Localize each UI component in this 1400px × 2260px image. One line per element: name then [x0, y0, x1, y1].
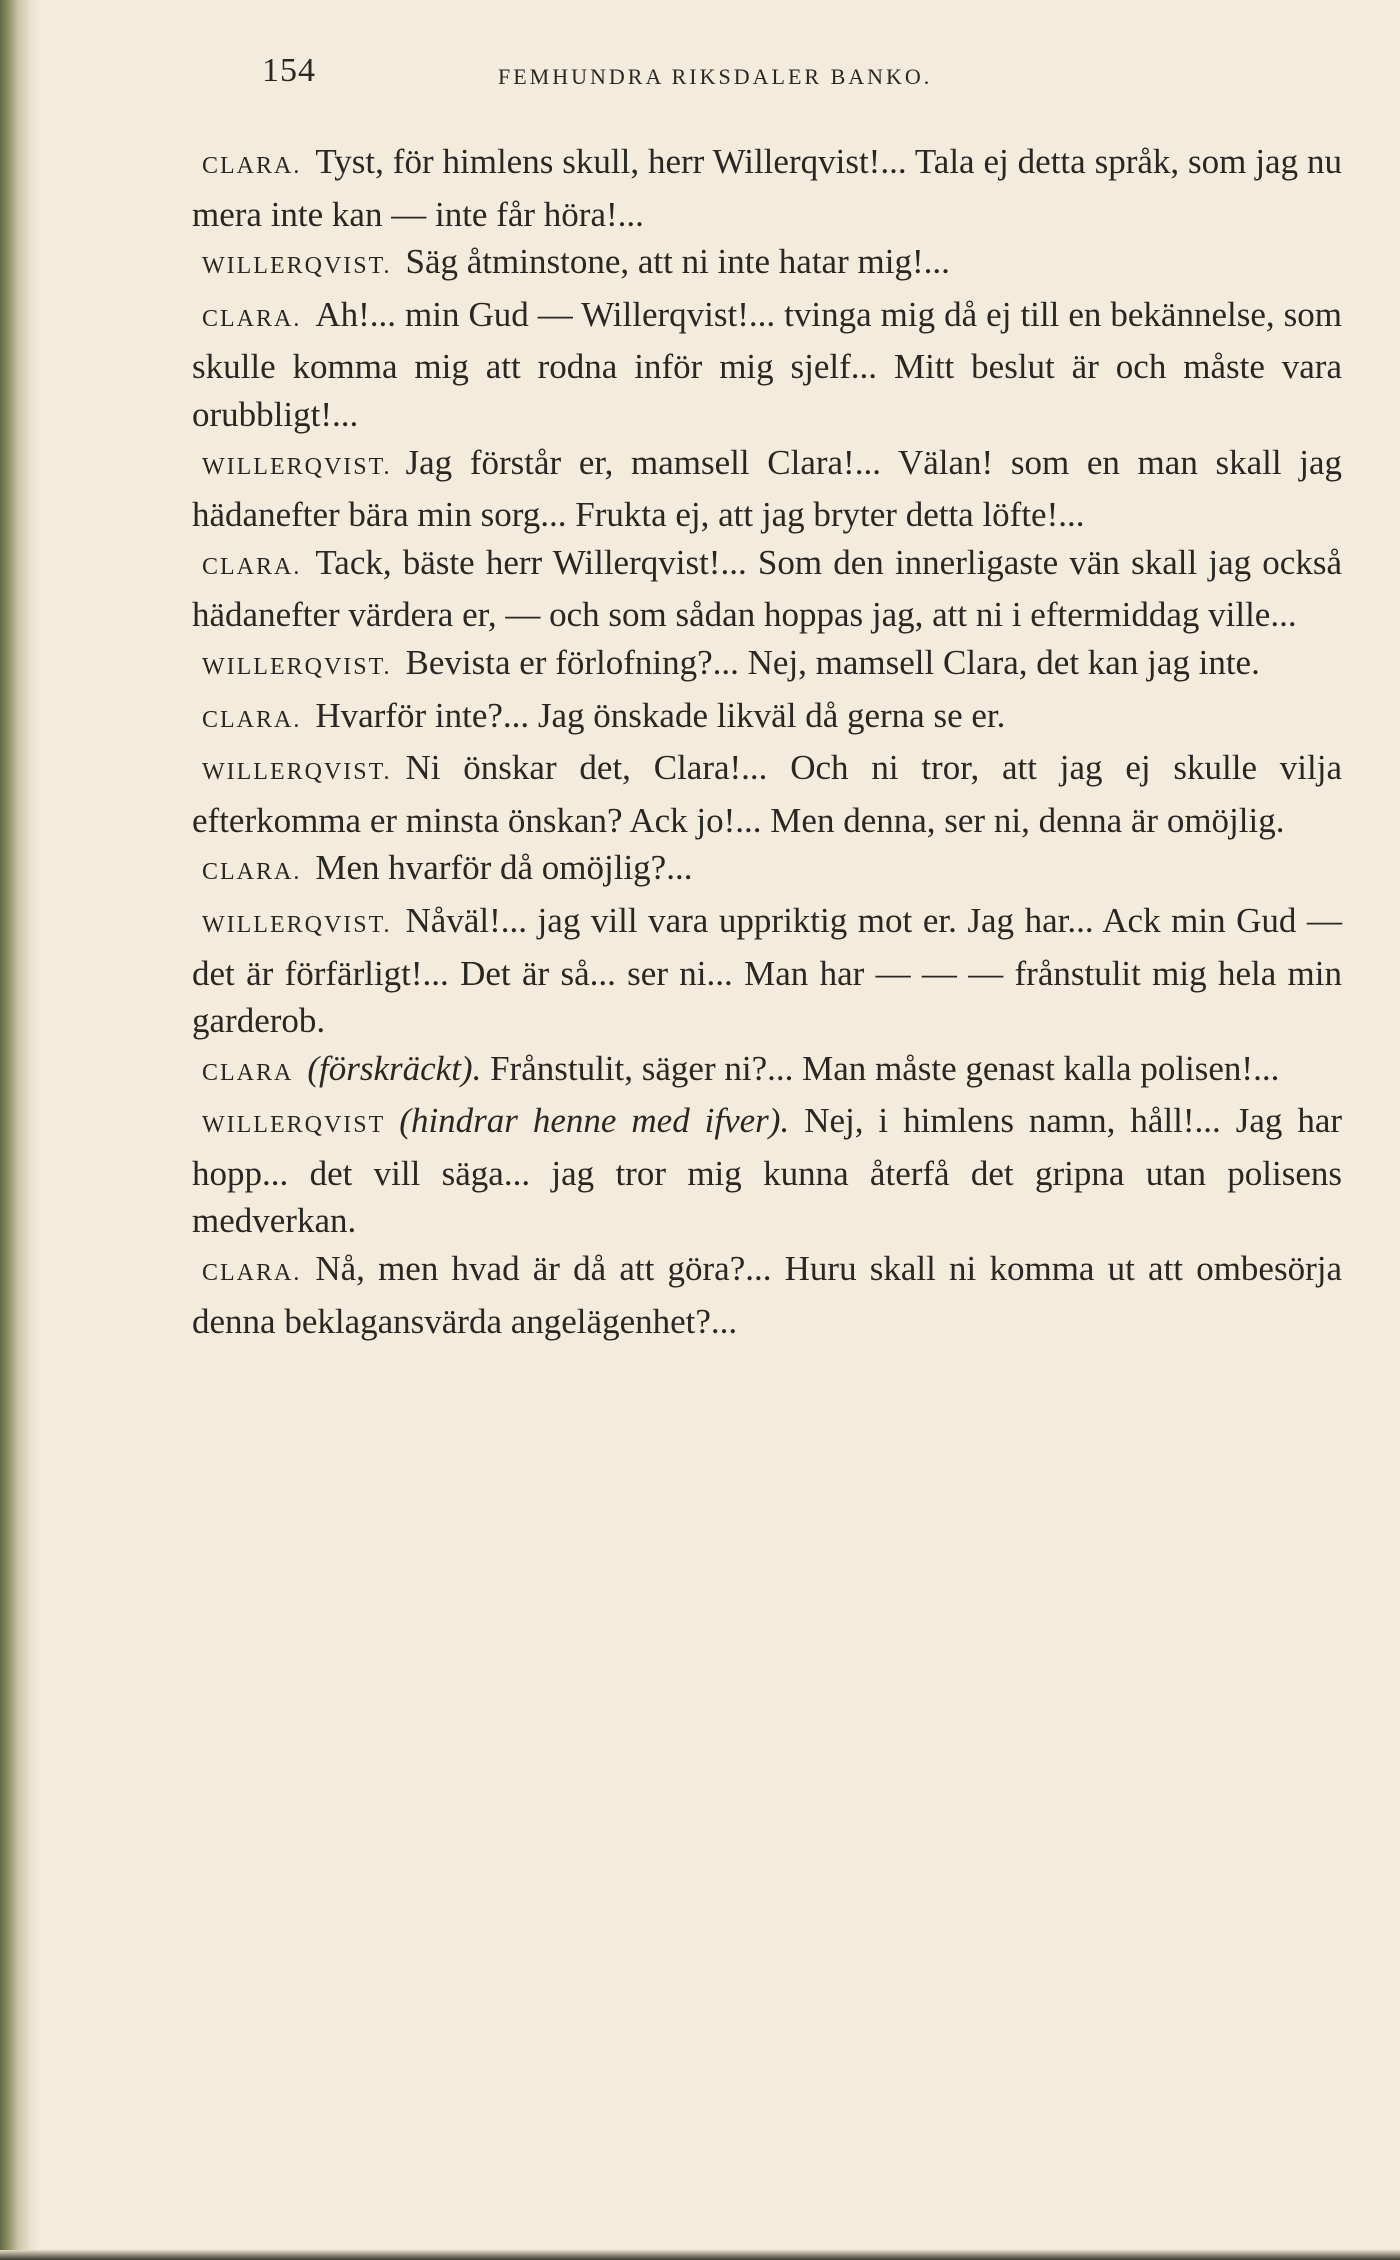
- page-number: 154: [262, 52, 316, 89]
- dialogue-line: Tyst, för himlens skull, herr Willerqvist!... Tala ej detta språk, som jag nu mera inte kan — inte får höra!...: [192, 142, 1342, 234]
- speaker-name: CLARA.: [202, 706, 302, 733]
- dialogue-paragraph: [192, 1097, 1342, 1245]
- speaker-name: CLARA.: [202, 859, 302, 886]
- dialogue-paragraph: [192, 744, 1342, 844]
- dialogue-line: Säg åtminstone, att ni inte hatar mig!...: [405, 242, 950, 282]
- speaker-name: WILLERQVIST.: [202, 253, 392, 280]
- dialogue-line: Nåväl!... jag vill vara uppriktig mot er. Jag har... Ack min Gud — det är förfärligt!... Det är så... ser ni... Man har — — — frånstulit mig hela min garderob.: [192, 900, 1342, 1041]
- dialogue-line: Nå, men hvad är då att göra?... Huru skall ni komma ut att ombesörja denna beklagansvärda angelägenhet?...: [192, 1249, 1342, 1341]
- dialogue-paragraph: [192, 138, 1342, 238]
- speaker-name: WILLERQVIST: [202, 1112, 386, 1139]
- dialogue-line: Men hvarför då omöjlig?...: [315, 848, 693, 888]
- dialogue-text: [192, 138, 1342, 1345]
- speaker-name: WILLERQVIST.: [202, 453, 392, 480]
- dialogue-paragraph: [192, 439, 1342, 539]
- dialogue-paragraph: [192, 539, 1342, 639]
- dialogue-line: Nej, i himlens namn, håll!... Jag har hopp... det vill säga... jag tror mig kunna återfå det gripna utan polisens medverkan.: [192, 1101, 1343, 1241]
- dialogue-paragraph: [192, 639, 1342, 692]
- speaker-name: CLARA.: [202, 1260, 302, 1287]
- stage-direction: (förskräckt).: [307, 1048, 482, 1088]
- dialogue-paragraph: [192, 692, 1342, 745]
- dialogue-paragraph: [192, 291, 1342, 439]
- speaker-name: CLARA: [202, 1059, 294, 1086]
- dialogue-paragraph: [192, 238, 1342, 291]
- speaker-name: CLARA.: [202, 553, 302, 580]
- running-title: FEMHUNDRA RIKSDALER BANKO.: [498, 64, 933, 89]
- dialogue-line: Ah!... min Gud — Willerqvist!... tvinga mig då ej till en bekännelse, som skulle komma mig att rodna inför mig sjelf... Mitt beslut är och måste vara orubbligt!...: [192, 294, 1342, 434]
- dialogue-line: Jag förstår er, mamsell Clara!... Välan! som en man skall jag hädanefter bära min sorg... Frukta ej, att jag bryter detta löfte!...: [192, 442, 1342, 535]
- speaker-name: CLARA.: [202, 153, 302, 179]
- dialogue-paragraph: [192, 1045, 1342, 1098]
- dialogue-line: Hvarför inte?... Jag önskade likväl då gerna se er.: [315, 695, 1006, 735]
- speaker-name: WILLERQVIST.: [202, 911, 392, 938]
- stage-direction: (hindrar henne med ifver).: [399, 1101, 790, 1141]
- book-binding-edge: [0, 0, 40, 2260]
- speaker-name: WILLERQVIST.: [202, 653, 392, 680]
- speaker-name: WILLERQVIST.: [202, 759, 392, 786]
- page-bottom-edge: [0, 2250, 1400, 2260]
- speaker-name: CLARA.: [202, 305, 302, 332]
- dialogue-line: Bevista er förlofning?... Nej, mamsell Clara, det kan jag inte.: [405, 642, 1260, 682]
- dialogue-line: Frånstulit, säger ni?... Man måste genast kalla polisen!...: [490, 1048, 1280, 1088]
- dialogue-paragraph: [192, 844, 1342, 897]
- dialogue-paragraph: [192, 1245, 1342, 1345]
- dialogue-line: Ni önskar det, Clara!... Och ni tror, att jag ej skulle vilja efterkomma er minsta önskan? Ack jo!... Men denna, ser ni, denna är omöjlig.: [192, 748, 1342, 840]
- dialogue-line: Tack, bäste herr Willerqvist!... Som den innerligaste vän skall jag också hädanefter värdera er, — och som sådan hoppas jag, att ni i eftermiddag ville...: [192, 542, 1342, 635]
- dialogue-paragraph: [192, 897, 1342, 1045]
- page-header: [262, 52, 1162, 102]
